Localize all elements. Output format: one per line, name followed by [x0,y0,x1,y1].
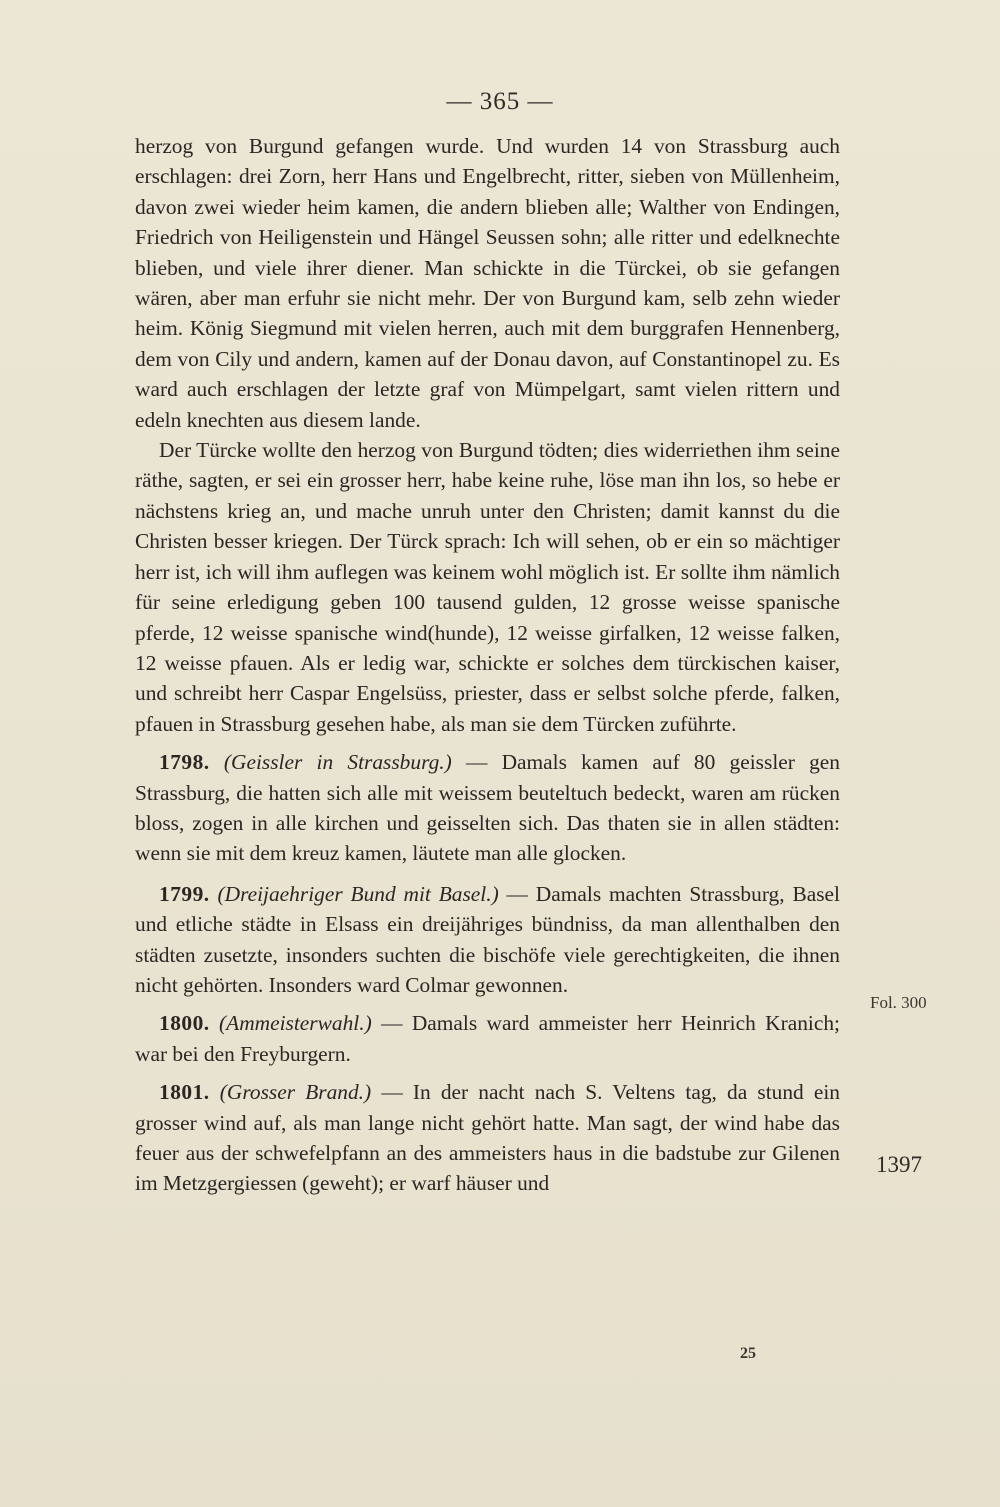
paragraph: Der Türcke wollte den herzog von Burgund tödten; dies widerriethen ihm seine räthe, sagten, er sei ein grosser herr, habe keine ruhe, löse man ihn los, so hebe er nächstens krieg an, und mache unruh unter den Christen; damit kannst du die Christen besser kriegen. Der Türck sprach: Ich will sehen, ob er ein so mächtiger herr ist, ich will ihm auflegen was keinem wohl möglich ist. Er sollte ihm nämlich für seine erledigung geben 100 tausend gulden, 12 grosse weisse spanische pferde, 12 weisse spanische wind(hunde), 12 weisse girfalken, 12 weisse falken, 12 weisse pfauen. Als er ledig war, schickte er solches dem türckischen kaiser, und schreibt herr Caspar Engelsüss, priester, dass er selbst solche pferde, falken, pfauen in Strassburg gesehen habe, als man sie dem Türcken zuführte. [135,438,840,736]
signature-mark: 25 [740,1345,756,1362]
entry-1800 [135,1008,840,1069]
entry-1801 [135,1077,840,1199]
entry-1798 [135,747,840,869]
margin-year-note: 1397 [876,1152,922,1177]
entry-topic: (Grosser Brand.) [219,1080,372,1105]
entry-topic: (Ammeisterwahl.) [219,1011,372,1036]
paragraph-continuation: herzog von Burgund gefangen wurde. Und wurden 14 von Strassburg auch erschlagen: drei Zorn, herr Hans und Engelbrecht, ritter, sieben von Müllenheim, davon zwei wieder heim kamen, die andern blieben alle; Walther von Endingen, Friedrich von Heiligenstein und Hängel Seussen sohn; alle ritter und edelknechte blieben, und viele ihrer diener. Man schickte in die Türckei, ob sie gefangen wären, aber man erfuhr sie nicht mehr. Der von Burgund kam, selb zehn wieder heim. König Siegmund mit vielen herren, auch mit dem burggrafen Hennenberg, dem von Cily und andern, kamen auf der Donau davon, auf Constantinopel zu. Es ward auch erschlagen der letzte graf von Mümpelgart, samt vielen rittern und edeln knechten aus diesem lande. [135,134,840,432]
entry-number: 1801. [159,1080,210,1105]
entry-topic: (Geissler in Strassburg.) [223,750,452,775]
entry-text: — Damals ward ammeister herr Heinrich Kranich; war bei den Freyburgern. [135,1011,840,1066]
entry-number: 1800. [159,1011,210,1036]
entry-number: 1798. [159,750,210,775]
entry-1799 [135,879,840,1001]
entry-text: — Damals machten Strassburg, Basel und etliche städte in Elsass ein dreijähriges bündniss, da man allenthalben den städten zusetzte, insonders suchten die bischöfe viele gerechtigkeiten, die ihnen nicht gehörten. Insonders ward Colmar gewonnen. [135,881,840,997]
text-body [135,131,840,1199]
entry-number: 1799. [159,881,210,906]
page-number: — 365 — [446,88,554,115]
margin-folio-note: Fol. 300 [870,993,927,1012]
entry-topic: (Dreijaehriger Bund mit Basel.) [217,881,499,906]
entry-text: — In der nacht nach S. Veltens tag, da stund ein grosser wind auf, als man lange nicht gehört hatte. Man sagt, der wind habe das feuer aus der schwefelpfann an des ammeisters haus in die badstube zur Gilenen im Metzgergiessen (geweht); er warf häuser und [135,1080,841,1196]
entry-text: — Damals kamen auf 80 geissler gen Strassburg, die hatten sich alle mit weissem beuteltuch bedeckt, waren am rücken bloss, zogen in alle kirchen und geisselten sich. Das thaten sie in allen städten: wenn sie mit dem kreuz kamen, läutete man alle glocken. [135,750,840,866]
